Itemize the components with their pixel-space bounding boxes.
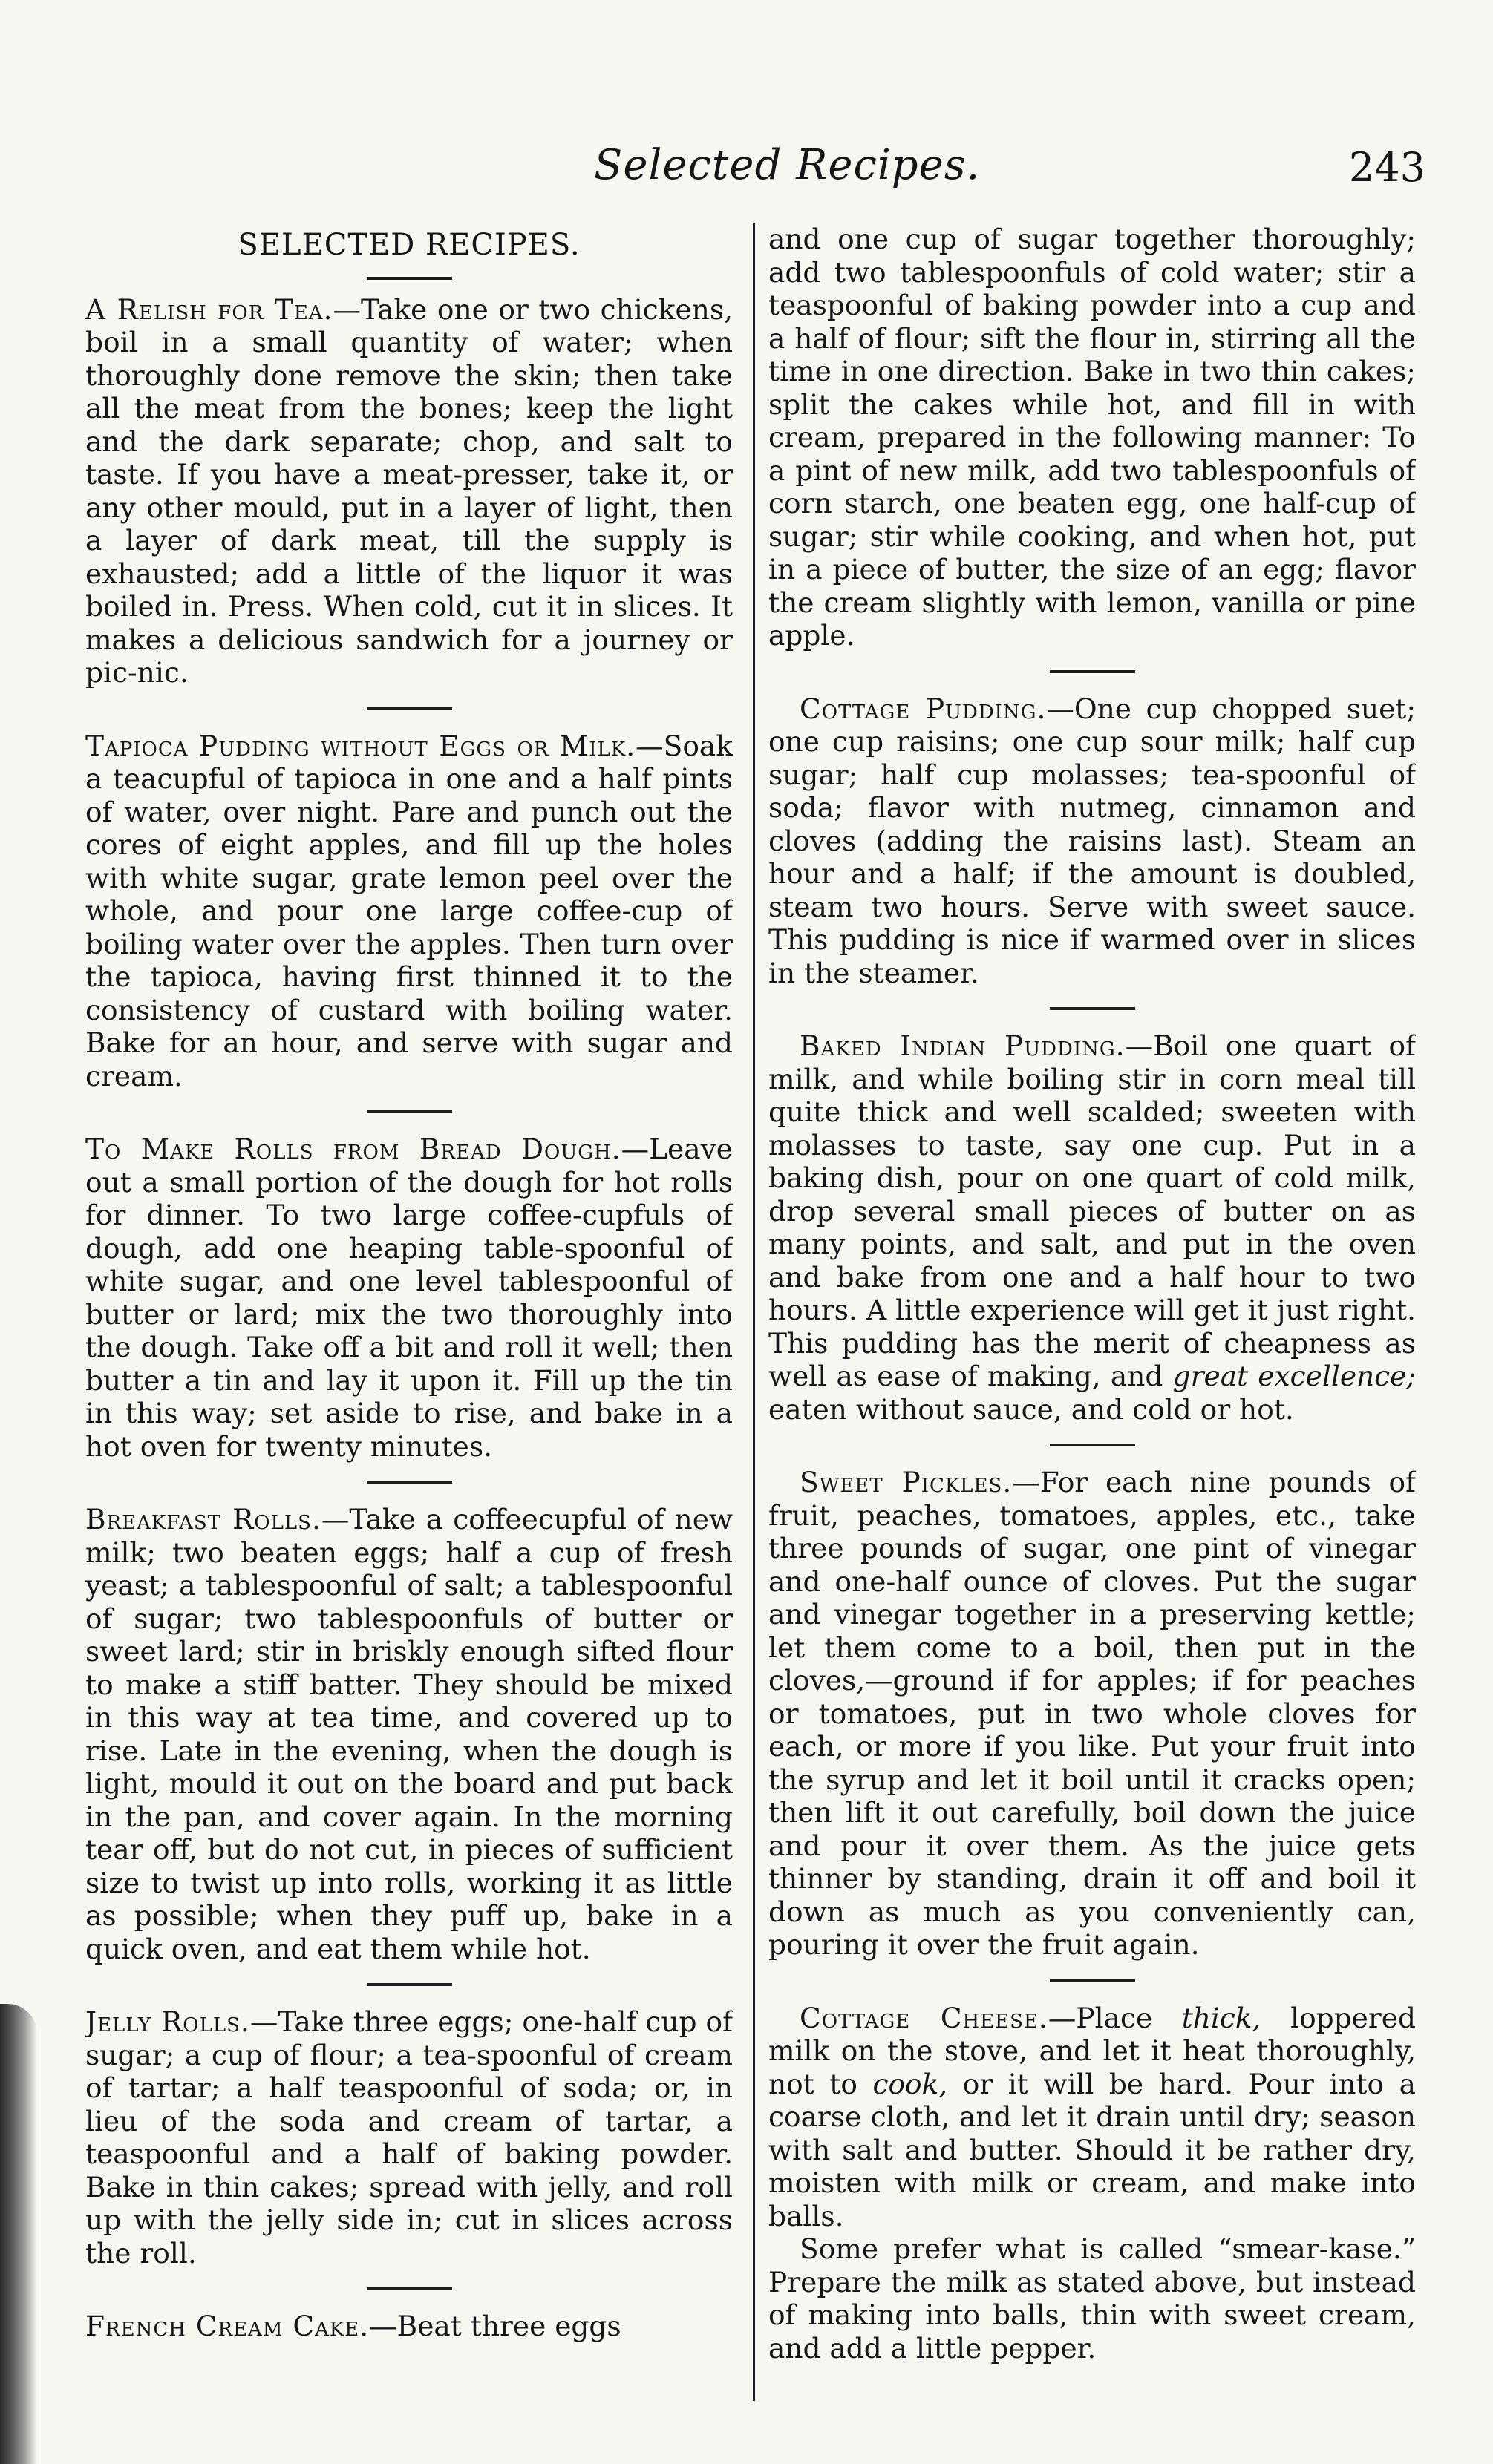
recipe-title: Jelly Rolls. bbox=[85, 2005, 250, 2038]
separator-rule bbox=[367, 1481, 452, 1484]
recipe-body: —Boil one quart of milk, and while boiling stir in corn meal till quite thick and well scalded; sweeten with molasses to taste, say one cup. Put in a baking dish, pour on one quart of cold milk, drop several small pieces of butter on as many points, and salt, and put in the oven and bake from one and a half hour to two hours. A little experience will get it just right. This pudding has the merit of cheapness as well as ease of making, and bbox=[768, 1029, 1416, 1392]
recipe-title: Baked Indian Pudding. bbox=[800, 1029, 1126, 1062]
recipe-cottage-pudding bbox=[768, 692, 1416, 990]
recipe-body: —Take one or two chickens, boil in a small quantity of water; when thoroughly done remove the skin; then take all the meat from the bones; keep the light and the dark separate; chop, and salt to taste. If you have a meat-presser, take it, or any other mould, put in a layer of light, then a layer of dark meat, till the supply is exhausted; add a little of the liquor it was boiled in. Press. When cold, cut it in slices. It makes a delicious sandwich for a journey or pic-nic. bbox=[85, 292, 733, 689]
recipe-title: Breakfast Rolls. bbox=[85, 1503, 321, 1536]
column-divider bbox=[753, 223, 755, 2401]
recipe-relish-for-tea bbox=[85, 293, 733, 689]
recipe-jelly-rolls bbox=[85, 2005, 733, 2270]
running-title: Selected Recipes. bbox=[594, 141, 981, 189]
separator-rule bbox=[367, 1983, 452, 1986]
recipe-title: Tapioca Pudding without Eggs or Milk. bbox=[85, 729, 636, 762]
recipe-body: and one cup of sugar together thoroughly; add two tablespoonfuls of cold water; stir a teaspoonful of baking powder into a cup and a half of flour; sift the flour in, stirring all the time in one direction. Bake in two thin cakes; split the cakes while hot, and fill in with cream, prepared in the following manner: To a pint of new milk, add two tablespoonfuls of corn starch, one beaten egg, one half-cup of sugar; stir while cooking, and when hot, put in a piece of butter, the size of an egg; flavor the cream slightly with lemon, vanilla or pine apple. bbox=[768, 223, 1416, 652]
recipe-body: —Beat three eggs bbox=[369, 2310, 621, 2342]
recipe-body: —Soak a teacupful of tapioca in one and a half pints of water, over night. Pare and punch out the cores of eight apples, and fill up the holes with white sugar, grate lemon peel over the whole, and pour one large coffee-cup of boiling water over the apples. Then turn over the tapioca, having first thinned it to the consistency of custard with boiling water. Bake for an hour, and serve with sugar and cream. bbox=[85, 729, 733, 1092]
recipe-body: —Take three eggs; one-half cup of sugar; a cup of flour; a tea-spoonful of cream of tartar; a half teaspoonful of soda; or, in lieu of the soda and cream of tartar, a teaspoonful and a half of baking powder. Bake in thin cakes; spread with jelly, and roll up with the jelly side in; cut in slices across the roll. bbox=[85, 2005, 733, 2270]
recipe-title: To Make Rolls from Bread Dough. bbox=[85, 1133, 621, 1165]
recipe-note-smear-kase: Some prefer what is called “smear-kase.” Prepare the milk as stated above, but instead of making into balls, thin with sweet cream, and add a little pepper. bbox=[768, 2232, 1416, 2365]
recipe-body: —For each nine pounds of fruit, peaches, tomatoes, apples, etc., take three pounds of sugar, one pint of vinegar and one-half ounce of cloves. Put the sugar and vinegar together in a preserving kettle; let them come to a boil, then put in the cloves,—ground if for apples; if for peaches or tomatoes, put in two whole cloves for each, or more if you like. Put your fruit into the syrup and let it boil until it cracks open; then lift it out carefully, boil down the juice and pour it over them. As the juice gets thinner by standing, drain it off and boil it down as much as you conveniently can, pouring it over the fruit again. bbox=[768, 1466, 1416, 1961]
recipe-title: Cottage Pudding. bbox=[800, 692, 1047, 725]
recipe-breakfast-rolls bbox=[85, 1503, 733, 1965]
recipe-baked-indian-pudding bbox=[768, 1029, 1416, 1426]
page-number: 243 bbox=[1348, 144, 1425, 191]
left-column bbox=[85, 223, 733, 2405]
recipe-sweet-pickles bbox=[768, 1466, 1416, 1962]
recipe-body: —Place bbox=[1048, 2001, 1153, 2034]
book-spine-shadow bbox=[0, 2004, 37, 2464]
recipe-cottage-cheese bbox=[768, 2002, 1416, 2233]
recipe-french-cream-cake bbox=[85, 2310, 733, 2343]
section-heading: SELECTED RECIPES. bbox=[238, 228, 581, 262]
separator-rule bbox=[367, 277, 452, 280]
running-head bbox=[594, 141, 1425, 200]
recipe-rolls-from-bread-dough bbox=[85, 1133, 733, 1463]
recipe-title: A Relish for Tea. bbox=[85, 292, 333, 326]
recipe-body: —One cup chopped suet; one cup raisins; one cup sour milk; half cup sugar; half cup molasses; tea-spoonful of soda; flavor with nutmeg, cinnamon and cloves (adding the raisins last). Steam an hour and a half; if the amount is doubled, steam two hours. Serve with sweet sauce. This pudding is nice if warmed over in slices in the steamer. bbox=[768, 692, 1416, 989]
emphasis-text: cook, bbox=[872, 2067, 948, 2100]
separator-rule bbox=[367, 707, 452, 710]
recipe-title: Sweet Pickles. bbox=[800, 1466, 1013, 1498]
recipe-body: —Leave out a small portion of the dough for hot rolls for dinner. To two large coffee-cupfuls of dough, add one heaping table-spoonful of white sugar, and one level tablespoonful of butter or lard; mix the two thoroughly into the dough. Take off a bit and roll it well; then butter a tin and lay it upon it. Fill up the tin in this way; set aside to rise, and bake in a hot oven for twenty minutes. bbox=[85, 1133, 733, 1463]
separator-rule bbox=[1050, 1979, 1135, 1982]
separator-rule bbox=[1050, 1007, 1135, 1010]
separator-rule bbox=[1050, 670, 1135, 673]
recipe-body-continued: or it will be hard. Pour into a coarse cloth, and let it drain until dry; season with salt and butter. Should it be rather dry, moisten with milk or cream, and make into balls. bbox=[768, 2067, 1416, 2232]
emphasis-text: great excellence; bbox=[1172, 1360, 1416, 1392]
separator-rule bbox=[367, 1110, 452, 1113]
right-column bbox=[768, 223, 1416, 2405]
separator-rule bbox=[1050, 1444, 1135, 1446]
recipe-tapioca-pudding bbox=[85, 730, 733, 1093]
recipe-french-cream-cake-continued bbox=[768, 223, 1416, 652]
recipe-body-continued: eaten without sauce, and cold or hot. bbox=[768, 1392, 1294, 1426]
recipe-title: Cottage Cheese. bbox=[800, 2001, 1048, 2034]
recipe-body: —Take a coffeecupful of new milk; two beaten eggs; half a cup of fresh yeast; a tablespoonful of salt; a tablespoonful of sugar; two tablespoonfuls of butter or sweet lard; stir in briskly enough sifted flour to make a stiff batter. They should be mixed in this way at tea time, and covered up to rise. Late in the evening, when the dough is light, mould it out on the board and put back in the pan, and cover again. In the morning tear off, but do not cut, in pieces of sufficient size to twist up into rolls, working it as little as possible; when they puff up, bake in a quick oven, and eat them while hot. bbox=[85, 1503, 733, 1965]
separator-rule bbox=[367, 2287, 452, 2290]
emphasis-text: thick, bbox=[1181, 2001, 1261, 2034]
recipe-title: French Cream Cake. bbox=[85, 2310, 370, 2342]
recipe-body-continued: loppered milk on the stove, and let it heat thoroughly, not to bbox=[768, 2001, 1416, 2100]
